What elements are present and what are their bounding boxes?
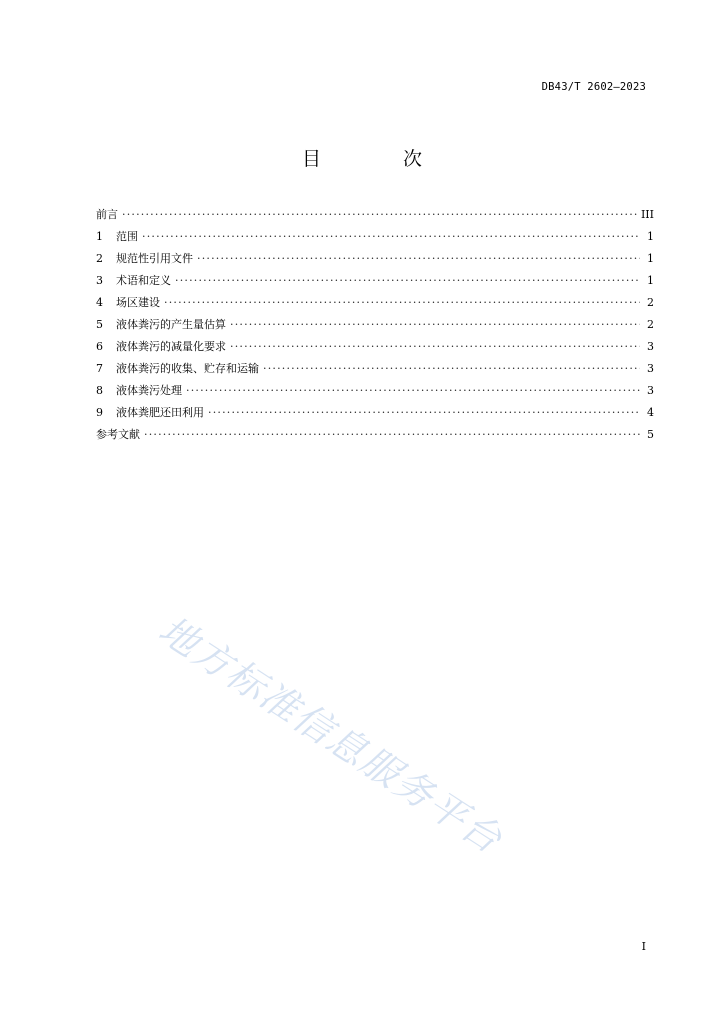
toc-entry-page: 3	[647, 362, 654, 375]
toc-entry-page: III	[640, 208, 654, 221]
toc-entry-number: 1	[96, 230, 103, 243]
toc-entry-page: 2	[647, 318, 654, 331]
toc-entry-4[interactable]	[96, 292, 654, 314]
toc-entry-foreword[interactable]	[96, 204, 654, 226]
toc-entry-page: 2	[647, 296, 654, 309]
toc-title: 目 次	[301, 148, 461, 170]
toc-entry-label: 液体粪污的减量化要求	[116, 340, 226, 353]
toc-entry-page: 1	[647, 230, 654, 243]
toc-entry-label: 规范性引用文件	[116, 252, 193, 265]
toc-entry-1[interactable]	[96, 226, 654, 248]
toc-leader-dots	[230, 336, 640, 358]
watermark-text: 地方标准信息服务平台	[151, 607, 511, 863]
toc-entry-2[interactable]	[96, 248, 654, 270]
toc-entry-label: 液体粪污处理	[116, 384, 182, 397]
toc-entry-3[interactable]	[96, 270, 654, 292]
table-of-contents	[96, 204, 654, 446]
toc-entry-page: 3	[647, 384, 654, 397]
toc-entry-5[interactable]	[96, 314, 654, 336]
toc-leader-dots	[164, 292, 640, 314]
toc-entry-page: 5	[647, 428, 654, 441]
toc-leader-dots	[186, 380, 640, 402]
toc-entry-page: 1	[647, 274, 654, 287]
toc-entry-number: 9	[96, 406, 103, 419]
toc-entry-number: 7	[96, 362, 103, 375]
toc-entry-7[interactable]	[96, 358, 654, 380]
toc-entry-number: 4	[96, 296, 103, 309]
toc-entry-references[interactable]	[96, 424, 654, 446]
toc-entry-page: 3	[647, 340, 654, 353]
toc-leader-dots	[142, 226, 640, 248]
toc-entry-label: 术语和定义	[116, 274, 171, 287]
toc-entry-label: 液体粪污的收集、贮存和运输	[116, 362, 259, 375]
toc-leader-dots	[175, 270, 640, 292]
toc-entry-label: 液体粪污的产生量估算	[116, 318, 226, 331]
toc-leader-dots	[122, 204, 637, 226]
toc-entry-label: 参考文献	[96, 428, 140, 441]
page-number: I	[641, 940, 646, 953]
toc-entry-page: 1	[647, 252, 654, 265]
toc-leader-dots	[197, 248, 640, 270]
toc-entry-label: 液体粪肥还田利用	[116, 406, 204, 419]
toc-entry-label: 范围	[116, 230, 138, 243]
toc-leader-dots	[230, 314, 640, 336]
toc-entry-number: 6	[96, 340, 103, 353]
toc-leader-dots	[263, 358, 640, 380]
toc-entry-number: 2	[96, 252, 103, 265]
document-code: DB43/T 2602—2023	[541, 81, 646, 93]
toc-entry-number: 5	[96, 318, 103, 331]
toc-entry-number: 3	[96, 274, 103, 287]
toc-entry-8[interactable]	[96, 380, 654, 402]
toc-leader-dots	[144, 424, 640, 446]
toc-leader-dots	[208, 402, 640, 424]
toc-entry-9[interactable]	[96, 402, 654, 424]
toc-entry-label: 前言	[96, 208, 118, 221]
toc-entry-page: 4	[647, 406, 654, 419]
toc-entry-label: 场区建设	[116, 296, 160, 309]
toc-entry-number: 8	[96, 384, 103, 397]
toc-entry-6[interactable]	[96, 336, 654, 358]
